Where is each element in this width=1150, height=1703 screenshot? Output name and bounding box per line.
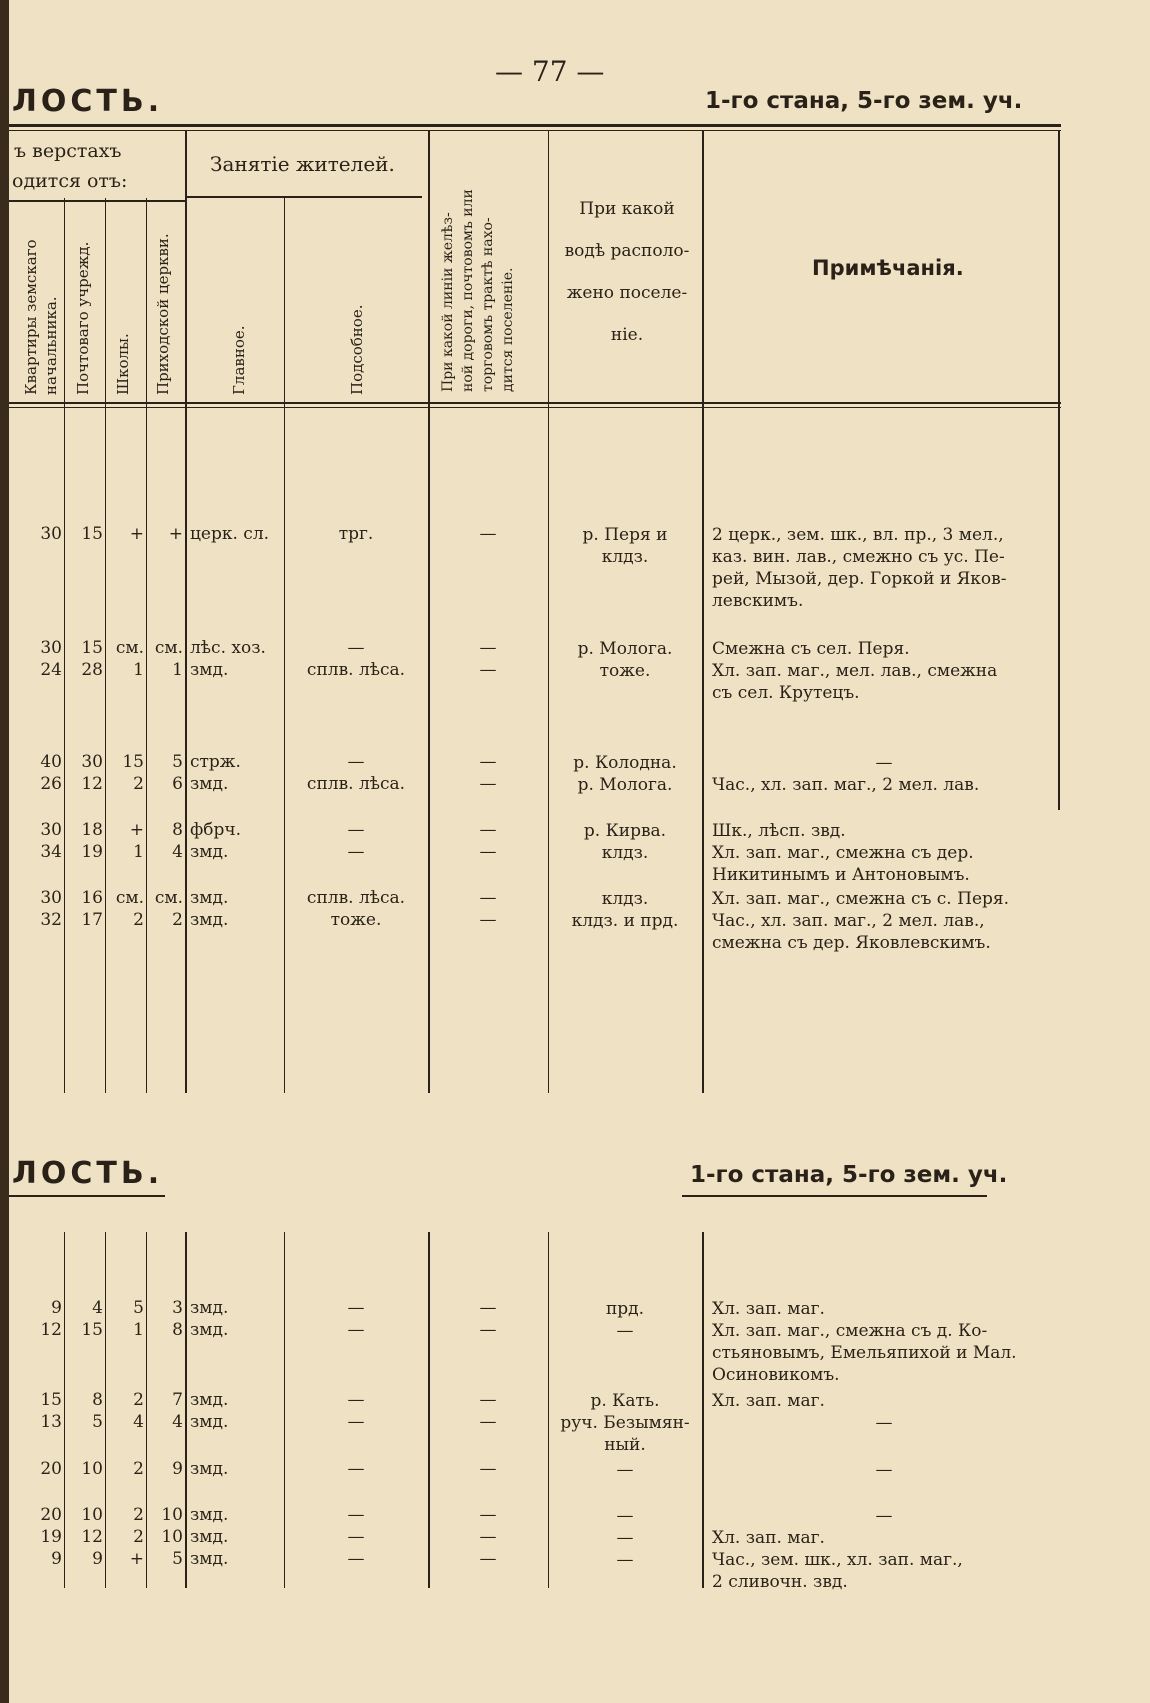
notes-line: съ сел. Крутецъ. [712, 683, 860, 703]
cell-notes [712, 774, 1056, 796]
notes-line: Час., зем. шк., хл. зап. маг., [712, 1550, 963, 1570]
cell-occ-aux: — [347, 1390, 365, 1410]
cell-post: 9 [92, 1549, 103, 1569]
cell-school: 4 [133, 1412, 144, 1432]
cell-post: 28 [81, 660, 103, 680]
cell-zemsky: 26 [40, 774, 62, 794]
cell-church: 4 [172, 1412, 183, 1432]
notes-line: стьяновымъ, Емельяпихой и Мал. [712, 1343, 1017, 1363]
water-header-line: ніе. [610, 325, 644, 345]
cell-church: + [168, 524, 183, 544]
notes-line: Никитинымъ и Антоновымъ. [712, 865, 970, 885]
notes-line: 2 церк., зем. шк., вл. пр., 3 мел., [712, 525, 1004, 545]
notes-line: 2 сливочн. звд. [712, 1572, 848, 1592]
notes-line: Смежна съ сел. Перя. [712, 639, 910, 659]
cell-zemsky: 13 [40, 1412, 62, 1432]
cell-occ-aux: сплв. лѣса. [306, 660, 406, 680]
cell-school: 2 [133, 1527, 144, 1547]
cell-occ-aux: трг. [338, 524, 374, 544]
cell-occ-main: змд. [190, 1459, 229, 1479]
notes-line: Хл. зап. маг., мел. лав., смежна [712, 661, 998, 681]
col-line [185, 1232, 187, 1588]
cell-zemsky: 30 [40, 888, 62, 908]
cell-post: 19 [81, 842, 103, 862]
cell-occ-main: змд. [190, 1412, 229, 1432]
cell-occ-main: змд. [190, 1549, 229, 1569]
cell-church: 9 [172, 1459, 183, 1479]
cell-church: см. [154, 638, 183, 658]
cell-notes [712, 1390, 1056, 1412]
notes-line: рей, Мызой, дер. Горкой и Яков- [712, 569, 1007, 589]
col-church-header: Приходской церкви. [154, 233, 172, 395]
cell-occ-aux: — [347, 1320, 365, 1340]
cell-occ-main: змд. [190, 910, 229, 930]
cell-water [550, 1549, 700, 1571]
cell-road: — [479, 1549, 497, 1569]
notes-line: Осиновикомъ. [712, 1365, 840, 1385]
road-header-4: дится поселеніе. [500, 267, 516, 392]
bottom-right-underline [682, 1195, 987, 1197]
cell-post: 15 [81, 1320, 103, 1340]
col-line [64, 198, 65, 1093]
cell-school: 2 [133, 1459, 144, 1479]
road-header-1: При какой линіи желѣз- [440, 212, 456, 392]
cell-notes [712, 888, 1056, 910]
cell-occ-aux: — [347, 1412, 365, 1432]
water-header [552, 188, 702, 356]
water-line: — [616, 1550, 634, 1570]
cell-water [550, 1298, 700, 1320]
notes-line: каз. вин. лав., смежно съ ус. Пе- [712, 547, 1005, 567]
col-line [146, 198, 147, 1093]
occupation-header: Занятіе жителей. [210, 152, 395, 176]
cell-school: 5 [133, 1298, 144, 1318]
cell-water [550, 1390, 700, 1412]
cell-water [550, 888, 700, 910]
cell-occ-main: змд. [190, 1298, 229, 1318]
water-header-line: водѣ располо- [564, 241, 690, 261]
cell-post: 12 [81, 774, 103, 794]
cell-school: 1 [133, 1320, 144, 1340]
water-header-line: жено поселе- [566, 283, 688, 303]
cell-zemsky: 19 [40, 1527, 62, 1547]
cell-post: 15 [81, 524, 103, 544]
cell-zemsky: 20 [40, 1505, 62, 1525]
cell-road: — [479, 1298, 497, 1318]
col-line [548, 130, 549, 1093]
header-bottom-rule-thin [9, 407, 1061, 408]
cell-notes [712, 1412, 1056, 1434]
cell-occ-aux: — [347, 820, 365, 840]
notes-line: Час., хл. зап. маг., 2 мел. лав., [712, 911, 985, 931]
col-line [105, 198, 106, 1093]
cell-post: 10 [81, 1505, 103, 1525]
cell-occ-main: церк. сл. [190, 524, 270, 544]
col-line [702, 1232, 704, 1588]
cell-water [550, 524, 700, 568]
cell-water [550, 638, 700, 660]
col-line-right [1058, 130, 1060, 810]
cell-notes [712, 910, 1056, 954]
cell-water [550, 842, 700, 864]
notes-line: Хл. зап. маг. [712, 1528, 825, 1548]
cell-zemsky: 30 [40, 524, 62, 544]
cell-road: — [479, 1320, 497, 1340]
cell-school: 1 [133, 842, 144, 862]
water-line: р. Колодна. [573, 753, 677, 773]
cell-occ-main: змд. [190, 660, 229, 680]
cell-school: + [129, 524, 144, 544]
top-left-title: ЛОСТЬ. [12, 84, 164, 119]
cell-notes [712, 660, 1056, 704]
cell-school: + [129, 1549, 144, 1569]
cell-road: — [479, 842, 497, 862]
col-zemsky-header-1: Квартиры земскаго [22, 239, 40, 395]
notes-line: — [875, 1460, 893, 1480]
cell-zemsky: 9 [51, 1549, 62, 1569]
notes-line: Час., хл. зап. маг., 2 мел. лав. [712, 775, 980, 795]
cell-school: 2 [133, 774, 144, 794]
cell-water [550, 660, 700, 682]
cell-notes [712, 1549, 1056, 1593]
notes-line: левскимъ. [712, 591, 804, 611]
cell-water [550, 774, 700, 796]
occupation-divider [186, 196, 422, 198]
cell-zemsky: 32 [40, 910, 62, 930]
col-line [548, 1232, 549, 1588]
cell-occ-aux: — [347, 1298, 365, 1318]
notes-line: Хл. зап. маг., смежна съ д. Ко- [712, 1321, 988, 1341]
cell-occ-aux: — [347, 752, 365, 772]
notes-line: Хл. зап. маг. [712, 1299, 825, 1319]
page-number: — 77 — [495, 55, 605, 88]
notes-line: Хл. зап. маг., смежна съ дер. [712, 843, 974, 863]
water-line: — [616, 1321, 634, 1341]
col-line [284, 198, 285, 1093]
cell-notes [712, 752, 1056, 774]
col-line [64, 1232, 65, 1588]
water-line: р. Кирва. [583, 821, 667, 841]
notes-line: Хл. зап. маг., смежна съ с. Перя. [712, 889, 1010, 909]
col-school-header: Школы. [114, 333, 132, 395]
cell-road: — [479, 1527, 497, 1547]
notes-header: Примѣчанія. [812, 256, 964, 280]
notes-line: — [875, 1413, 893, 1433]
cell-water [550, 752, 700, 774]
road-header-2: ной дороги, почтовомъ или [460, 189, 476, 392]
cell-church: 10 [161, 1527, 183, 1547]
notes-line: смежна съ дер. Яковлевскимъ. [712, 933, 991, 953]
cell-road: — [479, 524, 497, 544]
cell-occ-main: змд. [190, 1505, 229, 1525]
water-line: р. Молога. [577, 775, 673, 795]
cell-zemsky: 30 [40, 638, 62, 658]
bottom-left-title: ЛОСТЬ. [12, 1156, 164, 1191]
cell-occ-main: змд. [190, 842, 229, 862]
col-line [105, 1232, 106, 1588]
cell-occ-main: змд. [190, 1527, 229, 1547]
cell-water [550, 1412, 700, 1456]
cell-occ-aux: — [347, 638, 365, 658]
cell-road: — [479, 1412, 497, 1432]
page-binding-edge [0, 0, 9, 1703]
water-line: — [616, 1528, 634, 1548]
header-bottom-rule [9, 402, 1061, 404]
cell-notes [712, 524, 1056, 612]
cell-occ-aux: сплв. лѣса. [306, 888, 406, 908]
cell-road: — [479, 1505, 497, 1525]
cell-post: 16 [81, 888, 103, 908]
water-line: тоже. [599, 661, 651, 681]
cell-road: — [479, 752, 497, 772]
cell-water [550, 1527, 700, 1549]
notes-line: Шк., лѣсп. звд. [712, 821, 846, 841]
cell-school: 2 [133, 1390, 144, 1410]
cell-occ-main: змд. [190, 774, 229, 794]
cell-notes [712, 638, 1056, 660]
distance-header-2: одится отъ: [12, 170, 128, 192]
cell-church: 10 [161, 1505, 183, 1525]
water-line: клдз. [601, 889, 649, 909]
cell-occ-main: змд. [190, 888, 229, 908]
cell-church: 1 [172, 660, 183, 680]
cell-zemsky: 20 [40, 1459, 62, 1479]
cell-zemsky: 34 [40, 842, 62, 862]
cell-church: 2 [172, 910, 183, 930]
cell-road: — [479, 1459, 497, 1479]
cell-post: 18 [81, 820, 103, 840]
water-line: ный. [604, 1435, 646, 1455]
cell-notes [712, 1505, 1056, 1527]
cell-post: 5 [92, 1412, 103, 1432]
road-header-3: торговомъ трактѣ нахо- [480, 217, 496, 392]
cell-church: 5 [172, 1549, 183, 1569]
cell-school: 15 [122, 752, 144, 772]
water-line: р. Кать. [590, 1391, 660, 1411]
occ-main-header: Главное. [230, 325, 248, 395]
col-line [702, 130, 704, 1093]
cell-zemsky: 30 [40, 820, 62, 840]
col-line [284, 1232, 285, 1588]
top-right-title: 1-го стана, 5-го зем. уч. [705, 88, 1023, 114]
cell-post: 30 [81, 752, 103, 772]
water-line: — [616, 1506, 634, 1526]
notes-line: — [875, 753, 893, 773]
cell-post: 15 [81, 638, 103, 658]
cell-church: 6 [172, 774, 183, 794]
cell-occ-aux: — [347, 1549, 365, 1569]
cell-occ-main: змд. [190, 1390, 229, 1410]
cell-school: + [129, 820, 144, 840]
col-line [428, 130, 430, 1093]
water-line: р. Молога. [577, 639, 673, 659]
cell-water [550, 1459, 700, 1481]
cell-occ-main: стрж. [190, 752, 241, 772]
cell-road: — [479, 774, 497, 794]
col-line [146, 1232, 147, 1588]
cell-water [550, 1320, 700, 1342]
cell-post: 10 [81, 1459, 103, 1479]
occ-aux-header: Подсобное. [348, 304, 366, 395]
cell-school: 2 [133, 910, 144, 930]
cell-notes [712, 1298, 1056, 1320]
cell-road: — [479, 820, 497, 840]
cell-road: — [479, 910, 497, 930]
bottom-left-underline [9, 1195, 165, 1197]
cell-zemsky: 24 [40, 660, 62, 680]
water-header-line: При какой [579, 199, 675, 219]
header-top-rule [9, 124, 1061, 127]
cell-church: см. [154, 888, 183, 908]
notes-line: Хл. зап. маг. [712, 1391, 825, 1411]
cell-notes [712, 1527, 1056, 1549]
cell-notes [712, 820, 1056, 842]
cell-school: 1 [133, 660, 144, 680]
cell-occ-aux: тоже. [330, 910, 382, 930]
col-line [185, 130, 187, 1093]
cell-post: 4 [92, 1298, 103, 1318]
water-line: клдз. [601, 547, 649, 567]
cell-road: — [479, 888, 497, 908]
col-zemsky-header-2: начальника. [42, 296, 60, 395]
cell-occ-main: лѣс. хоз. [190, 638, 266, 658]
header-top-rule-thin [9, 130, 1061, 131]
cell-church: 8 [172, 820, 183, 840]
water-line: руч. Безымян- [560, 1413, 690, 1433]
cell-notes [712, 1320, 1056, 1386]
bottom-right-title: 1-го стана, 5-го зем. уч. [690, 1162, 1008, 1188]
cell-occ-aux: — [347, 1459, 365, 1479]
water-line: клдз. [601, 843, 649, 863]
cell-occ-main: змд. [190, 1320, 229, 1340]
cell-zemsky: 9 [51, 1298, 62, 1318]
cell-school: см. [115, 638, 144, 658]
cell-school: 2 [133, 1505, 144, 1525]
water-line: клдз. и прд. [571, 911, 679, 931]
cell-occ-aux: — [347, 842, 365, 862]
water-line: — [616, 1460, 634, 1480]
cell-notes [712, 842, 1056, 886]
cell-occ-aux: — [347, 1505, 365, 1525]
cell-post: 8 [92, 1390, 103, 1410]
cell-notes [712, 1459, 1056, 1481]
cell-church: 7 [172, 1390, 183, 1410]
cell-water [550, 820, 700, 842]
cell-post: 12 [81, 1527, 103, 1547]
water-line: р. Перя и [582, 525, 668, 545]
col-post-header: Почтоваго учрежд. [74, 241, 92, 395]
cell-road: — [479, 638, 497, 658]
cell-post: 17 [81, 910, 103, 930]
cell-zemsky: 40 [40, 752, 62, 772]
cell-occ-aux: сплв. лѣса. [306, 774, 406, 794]
cell-occ-aux: — [347, 1527, 365, 1547]
water-line: прд. [605, 1299, 645, 1319]
cell-road: — [479, 1390, 497, 1410]
cell-occ-main: фбрч. [190, 820, 242, 840]
cell-water [550, 1505, 700, 1527]
notes-line: — [875, 1506, 893, 1526]
cell-water [550, 910, 700, 932]
cell-church: 4 [172, 842, 183, 862]
cell-church: 3 [172, 1298, 183, 1318]
cell-school: см. [115, 888, 144, 908]
distance-divider [9, 200, 185, 202]
distance-header-1: ъ верстахъ [14, 140, 122, 162]
cell-zemsky: 12 [40, 1320, 62, 1340]
cell-church: 8 [172, 1320, 183, 1340]
cell-road: — [479, 660, 497, 680]
cell-church: 5 [172, 752, 183, 772]
cell-zemsky: 15 [40, 1390, 62, 1410]
